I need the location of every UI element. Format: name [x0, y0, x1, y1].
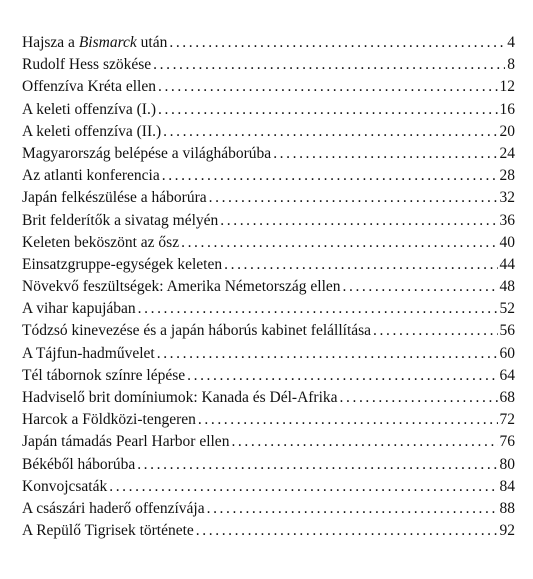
dot-leader: [273, 143, 497, 165]
dot-leader: [109, 476, 497, 498]
toc-entry-page-number: 56: [499, 322, 515, 340]
dot-leader: [209, 187, 498, 209]
toc-entry: [22, 476, 515, 498]
dot-leader: [196, 520, 498, 542]
toc-entry: [22, 431, 515, 453]
toc-entry-title: Rudolf Hess szökése: [22, 56, 152, 74]
toc-entry: [22, 54, 515, 76]
toc-entry-page-number: 60: [499, 344, 515, 362]
toc-entry-title: Einsatzgruppe-egységek keleten: [22, 255, 223, 273]
toc-entry: [22, 276, 515, 298]
toc-entry-title: Az atlanti konferencia: [22, 167, 160, 185]
toc-entry-title: Japán felkészülése a háborúra: [22, 189, 207, 207]
toc-entry: [22, 365, 515, 387]
toc-entry-page-number: 64: [499, 366, 515, 384]
toc-entry-page-number: 72: [499, 411, 515, 429]
toc-entry-title: Keleten beköszönt az ősz: [22, 233, 180, 251]
toc-entry-page-number: 76: [499, 433, 515, 451]
toc-entry: [22, 409, 515, 431]
dot-leader: [181, 232, 497, 254]
toc-entry-title: A keleti offenzíva (II.): [22, 122, 162, 140]
toc-entry: [22, 143, 515, 165]
dot-leader: [187, 365, 497, 387]
toc-entry: [22, 320, 515, 342]
toc-entry: [22, 520, 515, 542]
toc-entry-page-number: 44: [499, 255, 515, 273]
toc-entry-page-number: 24: [499, 144, 515, 162]
toc-entry-title: A Repülő Tigrisek története: [22, 522, 194, 540]
toc-entry-page-number: 8: [507, 56, 515, 74]
toc-entry-title: Harcok a Földközi-tengeren: [22, 411, 196, 429]
toc-entry-page-number: 16: [499, 100, 515, 118]
dot-leader: [158, 99, 498, 121]
dot-leader: [224, 254, 497, 276]
toc-entry-page-number: 12: [499, 78, 515, 96]
toc-entry-title: A vihar kapujában: [22, 300, 136, 318]
toc-entry-page-number: 68: [499, 389, 515, 406]
toc-entry: [22, 99, 515, 121]
toc-entry-title: Tódzsó kinevezése és a japán háborús kabinet felállítása: [22, 322, 372, 340]
dot-leader: [162, 165, 498, 187]
dot-leader: [231, 431, 497, 453]
toc-entry-page-number: 28: [499, 167, 515, 185]
toc-entry-title: Magyarország belépése a világháborúba: [22, 144, 272, 162]
toc-entry: [22, 165, 515, 187]
toc-entry-title: Offenzíva Kréta ellen: [22, 78, 156, 96]
toc-entry-title: Japán támadás Pearl Harbor ellen: [22, 433, 230, 451]
toc-entry: [22, 498, 515, 520]
toc-entry-page-number: 40: [499, 233, 515, 251]
dot-leader: [157, 343, 498, 365]
toc-entry: [22, 187, 515, 209]
dot-leader: [153, 54, 505, 76]
toc-entry: [22, 210, 515, 232]
dot-leader: [340, 387, 498, 409]
toc-entry-page-number: 88: [499, 499, 515, 517]
toc-entry-page-number: 32: [499, 189, 515, 207]
toc-entry-page-number: 4: [507, 34, 515, 51]
dot-leader: [207, 498, 498, 520]
toc-entry-title: Hajsza a Bismarck után: [22, 34, 168, 51]
table-of-contents: [22, 32, 515, 542]
toc-entry-page-number: 80: [499, 455, 515, 473]
dot-leader: [343, 276, 498, 298]
dot-leader: [158, 76, 498, 98]
dot-leader: [198, 409, 498, 431]
dot-leader: [137, 454, 497, 476]
toc-entry-title: Brit felderítők a sivatag mélyén: [22, 211, 219, 229]
toc-entry: [22, 254, 515, 276]
dot-leader: [169, 32, 505, 54]
dot-leader: [373, 320, 497, 342]
dot-leader: [163, 121, 497, 143]
toc-entry-page-number: 52: [499, 300, 515, 318]
toc-entry: [22, 454, 515, 476]
toc-entry: [22, 343, 515, 365]
toc-entry-page-number: 92: [499, 522, 515, 540]
toc-entry-title: Konvojcsaták: [22, 477, 108, 495]
toc-entry-page-number: 36: [499, 211, 515, 229]
toc-entry-title: A keleti offenzíva (I.): [22, 100, 156, 118]
toc-entry-title: Növekvő feszültségek: Amerika Németország ellen: [22, 278, 341, 296]
toc-entry-title: A császári haderő offenzívája: [22, 499, 205, 517]
toc-entry-title: Tél tábornok színre lépése: [22, 366, 186, 384]
toc-entry: [22, 121, 515, 143]
toc-entry: [22, 232, 515, 254]
toc-entry-title: Hadviselő brit domíniumok: Kanada és Dél-Afrika: [22, 389, 338, 406]
toc-entry-page-number: 84: [499, 477, 515, 495]
toc-entry-page-number: 48: [499, 278, 515, 296]
toc-entry-title: A Tájfun-hadművelet: [22, 344, 155, 362]
toc-entry-page-number: 20: [499, 122, 515, 140]
dot-leader: [138, 298, 498, 320]
toc-entry-title: Békéből háborúba: [22, 455, 136, 473]
toc-entry: [22, 298, 515, 320]
toc-entry: [22, 387, 515, 409]
toc-entry: [22, 76, 515, 98]
dot-leader: [220, 210, 497, 232]
toc-entry: [22, 32, 515, 54]
